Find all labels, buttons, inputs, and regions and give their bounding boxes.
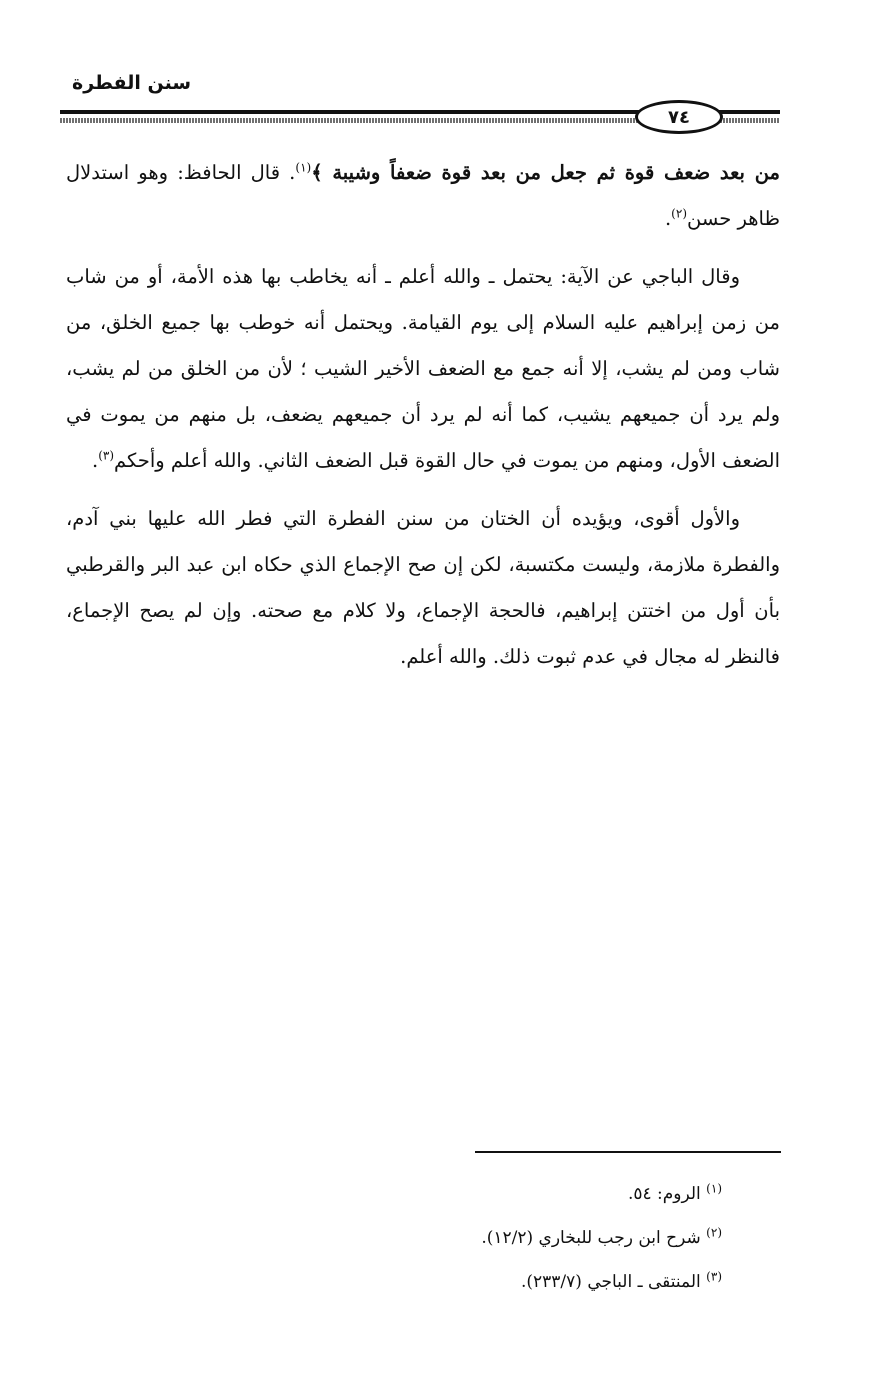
- page-number: ٧٤: [668, 106, 690, 128]
- footnote-marker: (٢): [706, 1225, 722, 1240]
- footnote-2: [300, 1216, 722, 1260]
- running-header-title: سنن الفطرة: [72, 72, 192, 94]
- footnote-1: [300, 1172, 722, 1216]
- paragraph-2: [66, 254, 780, 484]
- footnote-ref-1: (١): [295, 160, 312, 175]
- paragraph-2-end: .: [92, 449, 99, 472]
- paragraph-2-text: وقال الباجي عن الآية: يحتمل ـ والله أعلم ـ أنه يخاطب بها هذه الأمة، أو من شاب من زمن إبراهيم عليه السلام إلى يوم القيامة. ويحتمل أنه خوطب بها جميع الخلق، من شاب ومن لم يشب، إلا أنه جمع مع الضعف الأخير الشيب ؛ لأن من الخلق من لم يشب، ولم يرد أن جميعهم يشيب، كما أنه لم يرد أن جميعهم يضعف، بل منهم من يموت في الضعف الأول، ومنهم من يموت في حال القوة قبل الضعف الثاني. والله أعلم وأحكم: [66, 265, 780, 472]
- paragraph-1: [66, 150, 780, 242]
- footnote-text: المنتقى ـ الباجي (٢٣٣/٧).: [520, 1272, 701, 1292]
- paragraph-1-end: .: [664, 207, 672, 230]
- page-number-badge: [635, 100, 723, 134]
- quran-verse: من بعد ضعف قوة ثم جعل من بعد قوة ضعفاً وشيبة ﴾: [311, 161, 780, 184]
- footnote-separator: [475, 1151, 781, 1153]
- paragraph-3-text: والأول أقوى، ويؤيده أن الختان من سنن الفطرة التي فطر الله عليها بني آدم، والفطرة ملازمة، وليست مكتسبة، لكن إن صح الإجماع الذي حكاه ابن عبد البر والقرطبي بأن أول من اختتن إبراهيم، فالحجة الإجماع، ولا كلام مع صحته. وإن لم يصح الإجماع، فالنظر له مجال في عدم ثبوت ذلك. والله أعلم.: [66, 507, 780, 668]
- footnote-ref-2: (٢): [671, 206, 687, 221]
- footnote-marker: (١): [706, 1181, 722, 1196]
- footnote-3: [300, 1260, 722, 1304]
- footnote-text: شرح ابن رجب للبخاري (١٢/٢).: [481, 1228, 701, 1248]
- footnote-ref-3: (٣): [98, 448, 115, 463]
- footnote-text: الروم: ٥٤.: [627, 1184, 701, 1204]
- paragraph-1-text: . قال الحافظ: وهو استدلال ظاهر حسن: [66, 161, 780, 230]
- footnote-marker: (٣): [706, 1269, 722, 1284]
- paragraph-3: [66, 496, 780, 680]
- main-text: [66, 150, 780, 692]
- footnotes: [300, 1172, 722, 1304]
